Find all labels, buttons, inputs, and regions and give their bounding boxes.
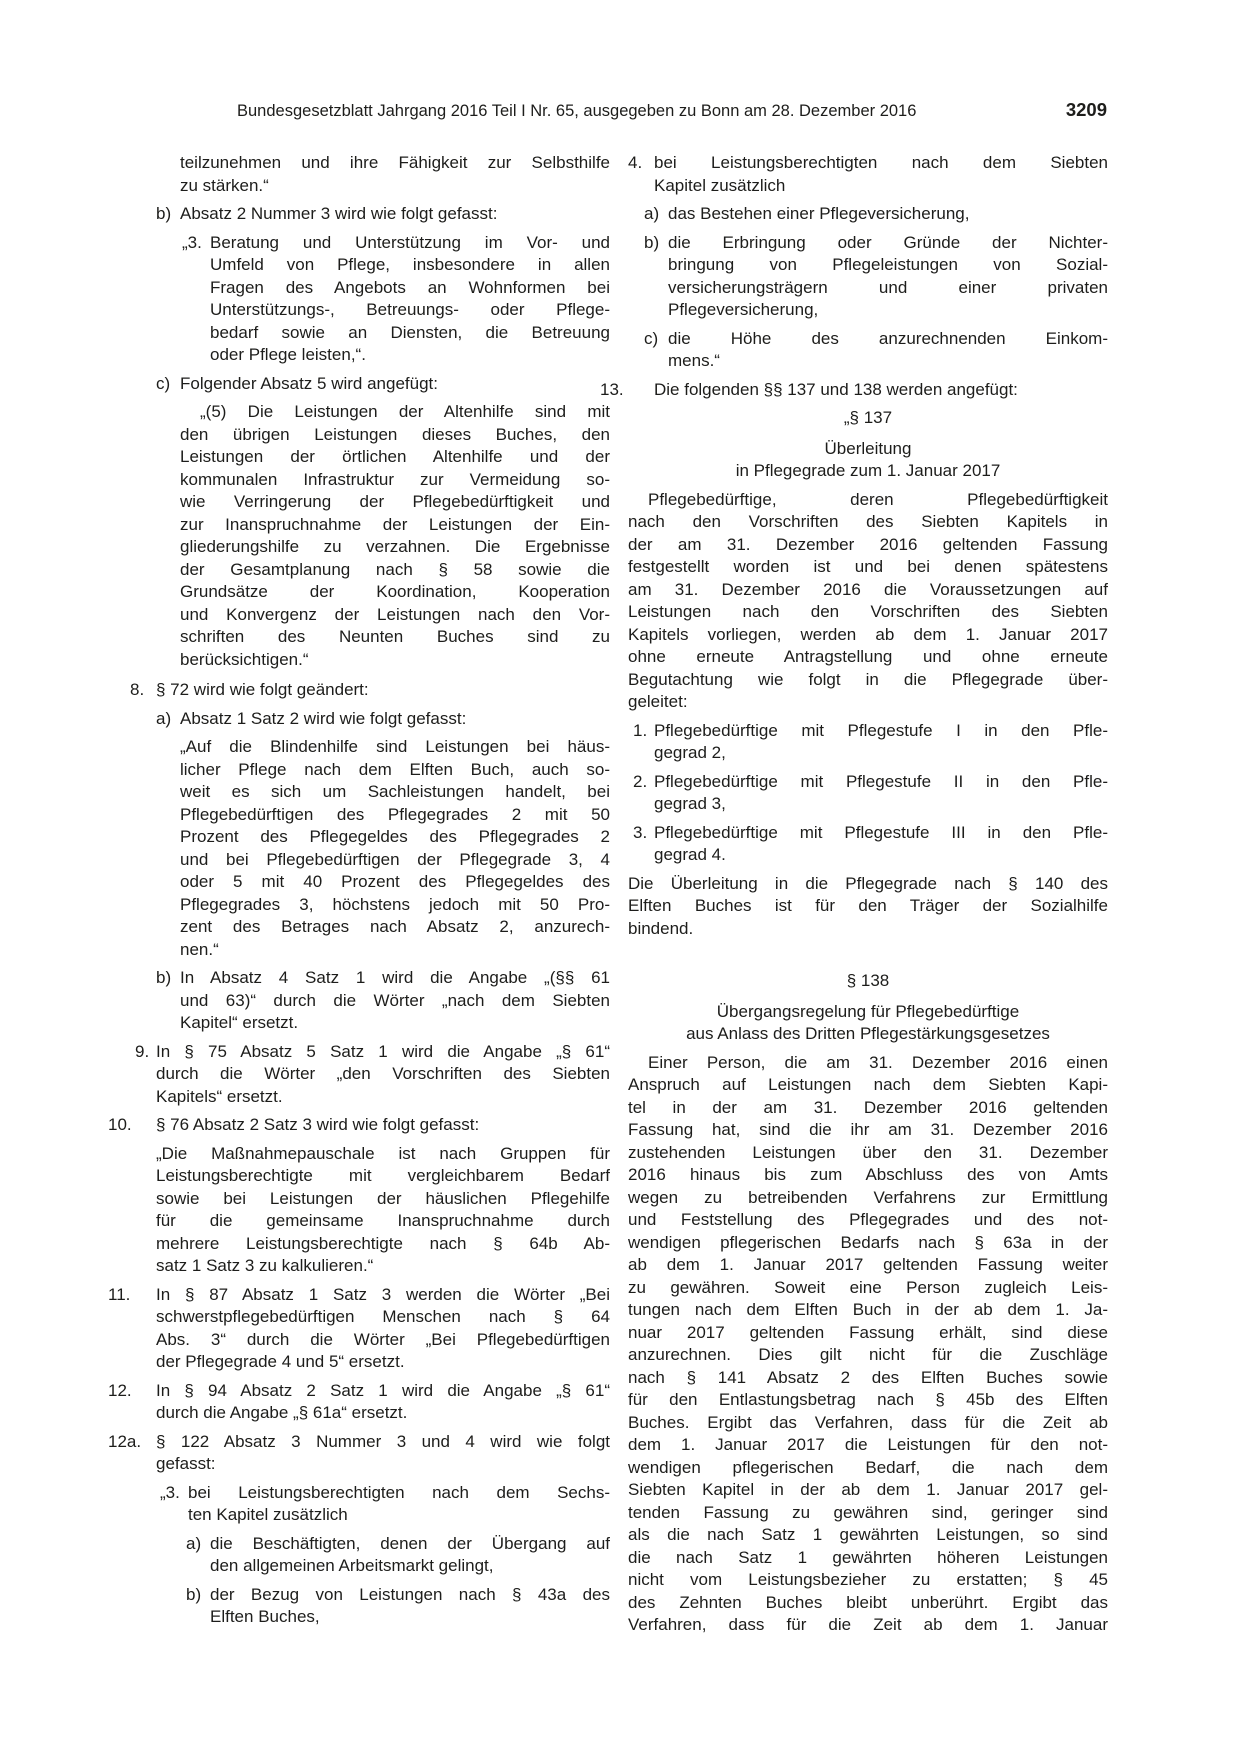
text-line: nuar 2017 geltenden Fassung erhält, sind diese <box>628 1322 1108 1342</box>
item-label: 3. <box>633 822 648 842</box>
text-line: tungen nach dem Elften Buch in der ab dem 1. Ja- <box>628 1300 1108 1319</box>
text-line: Überleitung <box>824 438 912 458</box>
text-line: kommunalen Infrastruktur zur Vermeidung so- <box>180 469 610 489</box>
list-item <box>633 720 1108 765</box>
item-label: 9. <box>135 1041 150 1061</box>
text-line: tel in der am 31. Dezember 2016 geltenden <box>628 1097 1108 1117</box>
text-line: Die Überleitung in die Pflegegrade nach § 140 des <box>628 873 1108 893</box>
text-line: als die nach Satz 1 gewährten Leistungen, so sind <box>628 1525 1108 1544</box>
text-line: anzurechnen. Dies gilt nicht für die Zuschläge <box>628 1345 1108 1364</box>
text-line: wie Verringerung der Pflegebedürftigkeit und <box>180 492 610 511</box>
text-line: zu stärken.“ <box>180 175 269 195</box>
text-line: schriften des Neunten Buches sind zu <box>180 627 610 646</box>
text-line: berücksichtigen.“ <box>180 649 309 669</box>
item-12a-3b <box>186 1584 610 1629</box>
text-line: Kapitel“ ersetzt. <box>180 1013 299 1032</box>
text-line: zu gewähren. Soweit eine Person zugleich Leis- <box>628 1277 1108 1297</box>
section-138 <box>628 970 1108 1637</box>
text-line: nen.“ <box>180 939 219 959</box>
item-label: 8. <box>130 680 145 699</box>
text-line: nicht vom Leistungsbezieher zu erstatten; § 45 <box>628 1570 1108 1589</box>
item-label: 2. <box>633 771 648 791</box>
item-label: b) <box>644 232 660 252</box>
transition-list <box>628 720 1108 867</box>
text-line: und bei Pflegebedürftigen der Pflegegrade 3, 4 <box>180 849 610 869</box>
text-line: der Pflegegrade 4 und 5“ ersetzt. <box>156 1352 405 1371</box>
text-line: In § 94 Absatz 2 Satz 1 wird die Angabe „§ 61“ <box>156 1380 610 1400</box>
text-line: wendigen pflegerischen Bedarfs nach § 63a in der <box>628 1232 1108 1252</box>
text-line: und Feststellung des Pflegegrades und des not- <box>628 1210 1108 1229</box>
list-item <box>633 771 1108 816</box>
text-line: Pflegeversicherung, <box>668 300 819 319</box>
text-line: „Die Maßnahmepauschale ist nach Gruppen für <box>156 1143 610 1163</box>
section-title <box>628 438 1108 483</box>
text-line: wegen zu betreibenden Verfahrens zur Ermittlung <box>628 1187 1108 1207</box>
text-line: Pflegebedürftigen des Pflegegrades 2 mit 50 <box>180 804 610 824</box>
text-line: schwerstpflegebedürftigen Menschen nach § 64 <box>156 1307 610 1326</box>
item-label: a) <box>156 708 172 728</box>
item-10-quote <box>156 1143 610 1278</box>
text-line: gegrad 2, <box>654 743 726 762</box>
item-label: b) <box>186 1584 202 1604</box>
text-line: für die gemeinsame Inanspruchnahme durch <box>156 1211 610 1230</box>
journal-header: Bundesgesetzblatt Jahrgang 2016 Teil I Nr. 65, ausgegeben zu Bonn am 28. Dezember 2016 <box>237 102 917 120</box>
text-line: bindend. <box>628 918 694 938</box>
text-line: bedarf sowie an Diensten, die Betreuung <box>210 322 610 342</box>
text-line: am 31. Dezember 2016 die Voraussetzungen auf <box>628 579 1108 599</box>
text-line: Anspruch auf Leistungen nach dem Siebten Kapi- <box>628 1075 1108 1094</box>
text-line: Buches. Ergibt das Verfahren, dass für die Zeit ab <box>628 1412 1108 1432</box>
item-13 <box>600 379 1108 402</box>
item-7c <box>156 373 610 396</box>
item-label: 10. <box>108 1115 132 1134</box>
text-line: den allgemeinen Arbeitsmarkt gelingt, <box>210 1556 494 1575</box>
text-line: Kapitels“ ersetzt. <box>156 1086 283 1106</box>
item-label: b) <box>156 204 172 223</box>
text-line: Fragen des Angebots an Wohnformen bei <box>210 277 610 297</box>
text-line: Begutachtung wie folgt in die Pflegegrade über- <box>628 669 1108 689</box>
text-line: § 72 wird wie folgt geändert: <box>156 680 369 699</box>
text-line: Pflegebedürftige mit Pflegestufe III in den Pfle- <box>654 822 1108 842</box>
item-4 <box>628 152 1108 197</box>
text-line: die Beschäftigten, denen der Übergang auf <box>210 1533 610 1553</box>
item-label: 1. <box>633 720 648 740</box>
item-4c <box>644 328 1108 373</box>
item-label: c) <box>644 328 659 348</box>
text-line: Prozent des Pflegegeldes des Pflegegrades 2 <box>180 827 610 846</box>
text-line: ab dem 1. Januar 2017 geltenden Fassung weiter <box>628 1255 1108 1274</box>
right-column <box>600 152 1108 1637</box>
item-12a-number-3 <box>160 1482 610 1527</box>
item-8 <box>130 679 610 702</box>
text-line: In § 75 Absatz 5 Satz 1 wird die Angabe „§ 61“ <box>156 1041 610 1061</box>
text-line: oder Pflege leisten,“. <box>210 345 366 364</box>
text-line: Leistungen nach den Vorschriften des Siebten <box>628 602 1108 621</box>
item-4b <box>644 232 1108 322</box>
text-line: Beratung und Unterstützung im Vor- und <box>210 232 610 252</box>
text-line: tenden Fassung zu gewähren sind, geringer sind <box>628 1502 1108 1522</box>
text-line: Absatz 1 Satz 2 wird wie folgt gefasst: <box>180 708 467 728</box>
item-label: „3. <box>182 232 202 252</box>
text-line: nach § 141 Absatz 2 des Elften Buches sowie <box>628 1367 1108 1387</box>
text-line: der Gesamtplanung nach § 58 sowie die <box>180 559 610 579</box>
item-label: a) <box>644 204 660 223</box>
text-line: durch die Angabe „§ 61a“ ersetzt. <box>156 1403 408 1422</box>
section-closing <box>628 873 1108 941</box>
item-label: 4. <box>628 153 643 172</box>
item-12a <box>108 1431 610 1476</box>
continued-text <box>180 152 610 197</box>
text-line: Leistungen der örtlichen Altenhilfe und der <box>180 447 610 466</box>
text-line: zent des Betrages nach Absatz 2, anzurech- <box>180 917 610 936</box>
item-label: 11. <box>108 1284 131 1304</box>
item-7c-paragraph-5 <box>180 401 610 671</box>
left-column <box>108 152 610 1629</box>
text-line: geleitet: <box>628 692 688 711</box>
text-line: oder 5 mit 40 Prozent des Pflegegeldes des <box>180 872 610 891</box>
text-line: § 76 Absatz 2 Satz 3 wird wie folgt gefasst: <box>156 1115 480 1134</box>
item-label: b) <box>156 968 172 987</box>
section-paragraph <box>628 489 1108 714</box>
text-line: bei Leistungsberechtigten nach dem Siebten <box>654 153 1108 172</box>
text-line: Abs. 3“ durch die Wörter „Bei Pflegebedürftigen <box>156 1329 610 1349</box>
item-label: 13. <box>600 379 624 399</box>
text-line: des Zehnten Buches bleibt unberührt. Ergibt das <box>628 1592 1108 1612</box>
text-line: Unterstützungs-, Betreuungs- oder Pflege- <box>210 300 610 319</box>
item-label: 12. <box>108 1380 132 1400</box>
text-line: „(5) Die Leistungen der Altenhilfe sind mit <box>200 402 610 421</box>
text-line: Siebten Kapitel in der ab dem 1. Januar 2017 gel- <box>628 1480 1108 1499</box>
text-line: mens.“ <box>668 351 720 370</box>
text-line: gegrad 3, <box>654 794 726 813</box>
text-line: satz 1 Satz 3 zu kalkulieren.“ <box>156 1256 374 1275</box>
text-line: licher Pflege nach dem Elften Buch, auch so- <box>180 759 610 779</box>
item-label: „3. <box>160 1482 180 1502</box>
text-line: ohne erneute Antragstellung und ohne erneute <box>628 647 1108 666</box>
text-line: festgestellt worden ist und bei denen spätestens <box>628 557 1108 576</box>
text-line: Pflegebedürftige mit Pflegestufe I in den Pfle- <box>654 720 1108 740</box>
text-line: „Auf die Blindenhilfe sind Leistungen bei häus- <box>180 737 610 756</box>
text-line: Fassung hat, sind die ihr am 31. Dezember 2016 <box>628 1120 1108 1139</box>
item-12a-3a <box>186 1533 610 1578</box>
text-line: Folgender Absatz 5 wird angefügt: <box>180 373 438 393</box>
text-line: teilzunehmen und ihre Fähigkeit zur Selbsthilfe <box>180 153 610 172</box>
text-line: Kapitel zusätzlich <box>654 175 786 195</box>
item-10 <box>108 1114 610 1137</box>
item-9 <box>135 1041 610 1109</box>
text-line: Die folgenden §§ 137 und 138 werden angefügt: <box>654 379 1018 399</box>
text-line: und Konvergenz der Leistungen nach den Vor- <box>180 604 610 624</box>
text-line: Pflegebedürftige, deren Pflegebedürftigkeit <box>648 489 1108 509</box>
text-line: § 122 Absatz 3 Nummer 3 und 4 wird wie folgt <box>156 1431 610 1451</box>
text-line: in Pflegegrade zum 1. Januar 2017 <box>735 461 1001 480</box>
text-line: gefasst: <box>156 1454 216 1473</box>
text-line: und 63)“ durch die Wörter „nach dem Siebten <box>180 990 610 1010</box>
item-7b <box>156 203 610 226</box>
page-header <box>237 99 1107 127</box>
text-line: Verfahren, dass für die Zeit ab dem 1. Januar <box>628 1615 1108 1634</box>
text-line: bringung von Pflegeleistungen von Sozial- <box>668 255 1108 274</box>
item-label: 12a. <box>108 1431 142 1451</box>
text-line: wendigen pflegerischen Bedarf, die nach dem <box>628 1457 1108 1477</box>
item-4a <box>644 203 1108 226</box>
text-line: Elften Buches, <box>210 1607 320 1626</box>
section-paragraph <box>628 1052 1108 1637</box>
item-8b <box>156 967 610 1035</box>
text-line: durch die Wörter „den Vorschriften des Siebten <box>156 1064 610 1083</box>
text-line: den übrigen Leistungen dieses Buches, den <box>180 424 610 444</box>
item-7b-number-3 <box>182 232 610 367</box>
text-line: versicherungsträgern und einer privaten <box>668 277 1108 297</box>
text-line: Absatz 2 Nummer 3 wird wie folgt gefasst: <box>180 204 498 223</box>
text-line: Elften Buches ist für den Träger der Sozialhilfe <box>628 896 1108 915</box>
text-line: aus Anlass des Dritten Pflegestärkungsgesetzes <box>686 1024 1050 1043</box>
text-line: nach den Vorschriften des Siebten Kapitels in <box>628 512 1108 531</box>
text-line: sowie bei Leistungen der häuslichen Pflegehilfe <box>156 1188 610 1208</box>
text-line: der Bezug von Leistungen nach § 43a des <box>210 1584 610 1604</box>
text-line: Einer Person, die am 31. Dezember 2016 einen <box>648 1052 1108 1072</box>
text-line: die Erbringung oder Gründe der Nichter- <box>668 232 1108 252</box>
item-label: a) <box>186 1533 202 1553</box>
list-item <box>633 822 1108 867</box>
section-number: § 138 <box>846 971 890 990</box>
text-line: Umfeld von Pflege, insbesondere in allen <box>210 255 610 274</box>
page-number: 3209 <box>1065 99 1107 120</box>
text-line: Übergangsregelung für Pflegebedürftige <box>716 1001 1020 1021</box>
item-12 <box>108 1380 610 1425</box>
text-line: zur Inanspruchnahme der Leistungen der Ein- <box>180 514 610 534</box>
text-line: Kapitels vorliegen, werden ab dem 1. Januar 2017 <box>628 624 1108 644</box>
text-line: die nach Satz 1 gewährten höheren Leistungen <box>628 1547 1108 1567</box>
text-line: ten Kapitel zusätzlich <box>188 1505 348 1524</box>
text-line: Pflegebedürftige mit Pflegestufe II in den Pfle- <box>654 771 1108 791</box>
item-11 <box>108 1284 610 1374</box>
item-8a <box>156 708 610 731</box>
text-line: der am 31. Dezember 2016 geltenden Fassung <box>628 534 1108 554</box>
text-line: die Höhe des anzurechnenden Einkom- <box>668 328 1108 348</box>
text-line: In § 87 Absatz 1 Satz 3 werden die Wörter „Bei <box>156 1284 610 1304</box>
text-line: weit es sich um Sachleistungen handelt, bei <box>180 782 610 801</box>
item-label: c) <box>156 373 171 393</box>
text-line: bei Leistungsberechtigten nach dem Sechs- <box>188 1482 610 1502</box>
section-137 <box>628 407 1108 940</box>
text-line: gegrad 4. <box>654 845 726 864</box>
text-line: für den Entlastungsbetrag nach § 45b des Elften <box>628 1390 1108 1409</box>
text-line: In Absatz 4 Satz 1 wird die Angabe „(§§ 61 <box>180 968 610 987</box>
text-line: zustehenden Leistungen über den 31. Dezember <box>628 1142 1108 1162</box>
text-line: Leistungsberechtigte mit vergleichbarem Bedarf <box>156 1166 610 1185</box>
section-title <box>628 1001 1108 1046</box>
text-line: 2016 hinaus bis zum Abschluss des von Amts <box>628 1165 1108 1184</box>
text-line: Pflegegrades 3, höchstens jedoch mit 50 Pro- <box>180 894 610 914</box>
item-8a-quote <box>180 736 610 961</box>
section-number: „§ 137 <box>843 408 893 427</box>
text-line: Grundsätze der Koordination, Kooperation <box>180 582 610 601</box>
text-line: gliederungshilfe zu verzahnen. Die Ergebnisse <box>180 537 610 556</box>
text-line: mehrere Leistungsberechtigte nach § 64b Ab- <box>156 1233 610 1253</box>
text-line: dem 1. Januar 2017 die Leistungen für den not- <box>628 1435 1108 1454</box>
text-line: das Bestehen einer Pflegeversicherung, <box>668 204 970 223</box>
